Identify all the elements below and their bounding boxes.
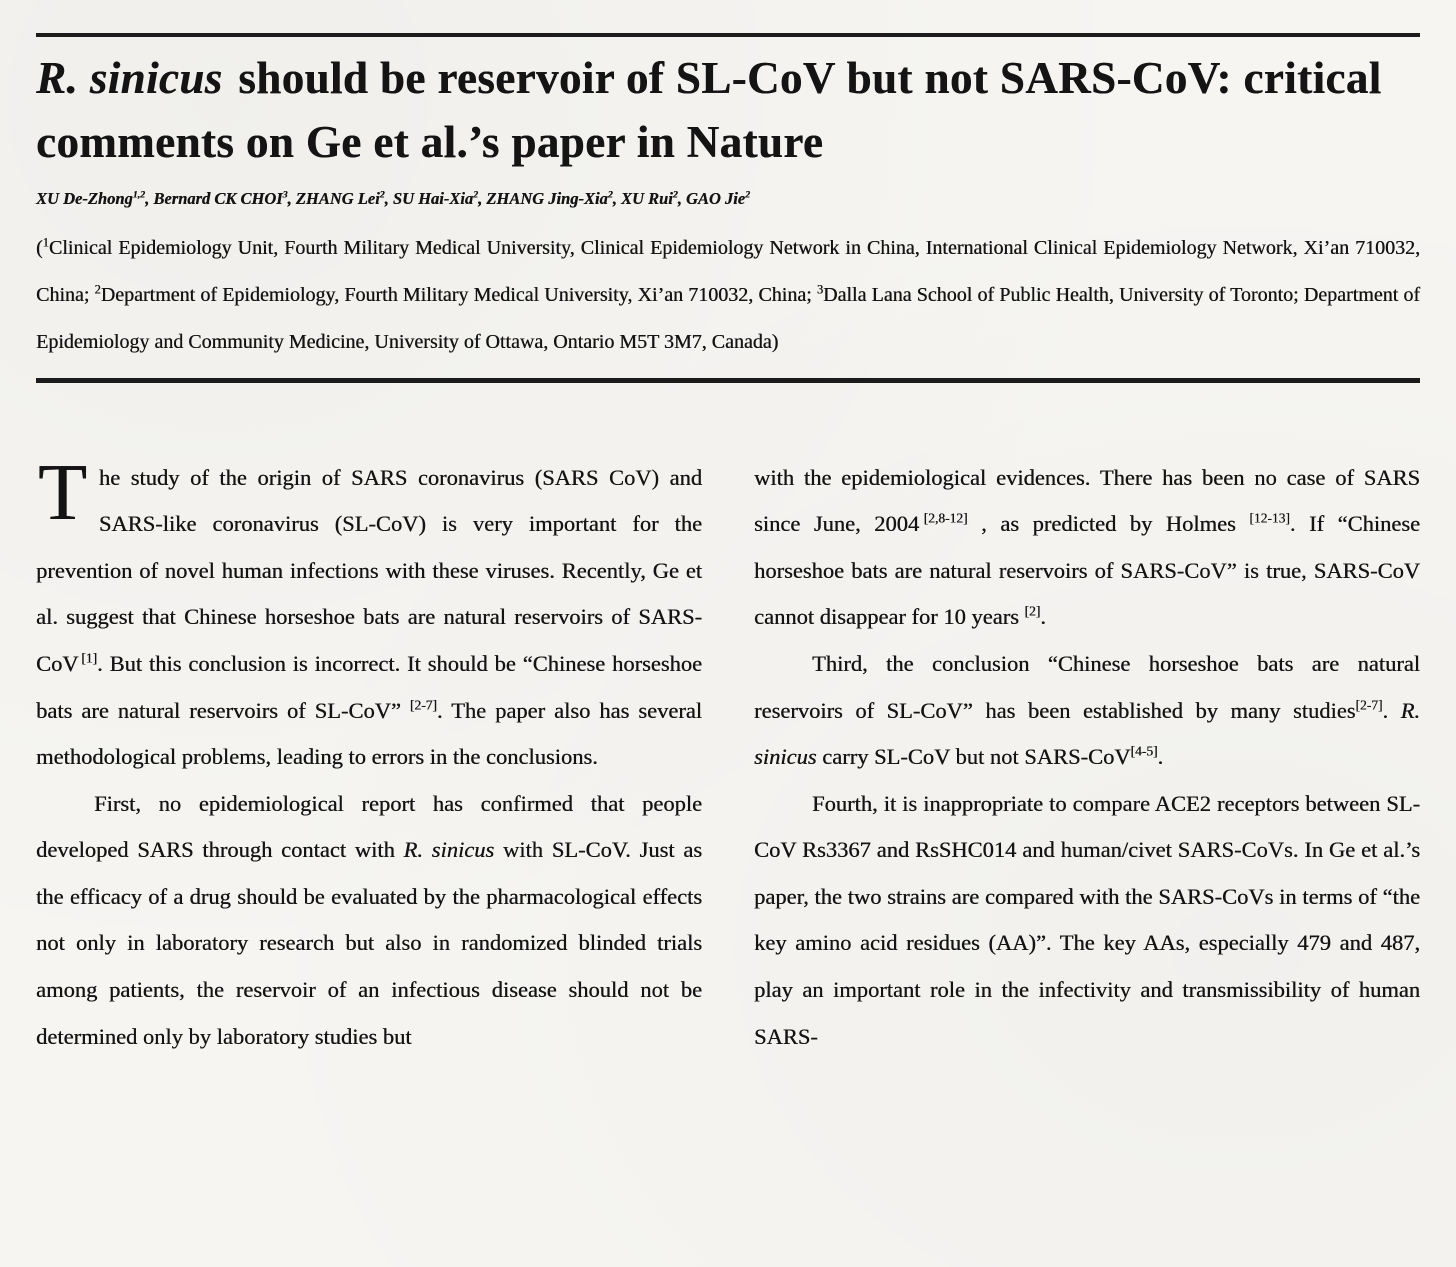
- affiliations: ($^1$Clinical Epidemiology Unit, Fourth Military Medical University, Clinical Epidemiology Network in China, International Clinical Epidemiology Network, Xi’an 710032, China; $^2$Department of Epidemiology, Fourth Military Medical University, Xi’an 710032, China; $^3$Dalla Lana School of Public Health, University of Toronto; Department of Epidemiology and Community Medicine, University of Ottawa, Ontario M5T 3M7, Canada): [36, 235, 1420, 353]
- paper-page: [0, 33, 1456, 1060]
- paragraph-fourth-point: Fourth, it is inappropriate to compare ACE2 receptors between SL-CoV Rs3367 and RsSHC014 and human/civet SARS-CoVs. In Ge et al.’s paper, the two strains are compared with the SARS-CoVs in terms of “the key amino acid residues (AA)”. The key AAs, especially 479 and 487, play an important role in the infectivity and transmissibility of human SARS-: [754, 790, 1420, 1049]
- paper-title: R. sinicus should be reservoir of SL-CoV but not SARS-CoV: critical comments on Ge et al.’s paper in Nature: [36, 53, 1382, 167]
- paragraph-second-continuation: with the epidemiological evidences. There has been no case of SARS since June, 2004 [2,8-12] , as predicted by Holmes [12-13]. If “Chinese horseshoe bats are natural reservoirs of SARS-CoV” is true, SARS-CoV cannot disappear for 10 years [2].: [754, 464, 1420, 630]
- authors-line: XU De-Zhong$^{1,2}$, Bernard CK CHOI$^3$, ZHANG Lei$^2$, SU Hai-Xia$^2$, ZHANG Jing-Xia$^2$, XU Rui$^2$, GAO Jie$^2$: [36, 188, 751, 208]
- left-column: [36, 448, 702, 1060]
- dropcap-T: T: [38, 448, 87, 537]
- paragraph-first-point: First, no epidemiological report has confirmed that people developed SARS through contact with R. sinicus with SL-CoV. Just as the efficacy of a drug should be evaluated by the pharmacological effects not only in laboratory research but also in randomized blinded trials among patients, the reservoir of an infectious disease should not be determined only by laboratory studies but: [36, 790, 702, 1049]
- paragraph-third-point: Third, the conclusion “Chinese horseshoe bats are natural reservoirs of SL-CoV” has been established by many studies[2-7]. R. sinicus carry SL-CoV but not SARS-CoV[4-5].: [754, 651, 1420, 770]
- article-body: [36, 383, 1420, 1060]
- paragraph-intro: [36, 448, 702, 781]
- paragraph-intro-text: he study of the origin of SARS coronavirus (SARS CoV) and SARS-like coronavirus (SL-CoV) is very important for the prevention of novel human infections with these viruses. Recently, Ge et al. suggest that Chinese horseshoe bats are natural reservoirs of SARS-CoV [1]. But this conclusion is incorrect. It should be “Chinese horseshoe bats are natural reservoirs of SL-CoV” [2-7]. The paper also has several methodological problems, leading to errors in the conclusions.: [36, 464, 702, 770]
- right-column: [754, 455, 1420, 1060]
- top-rule: [36, 33, 1420, 37]
